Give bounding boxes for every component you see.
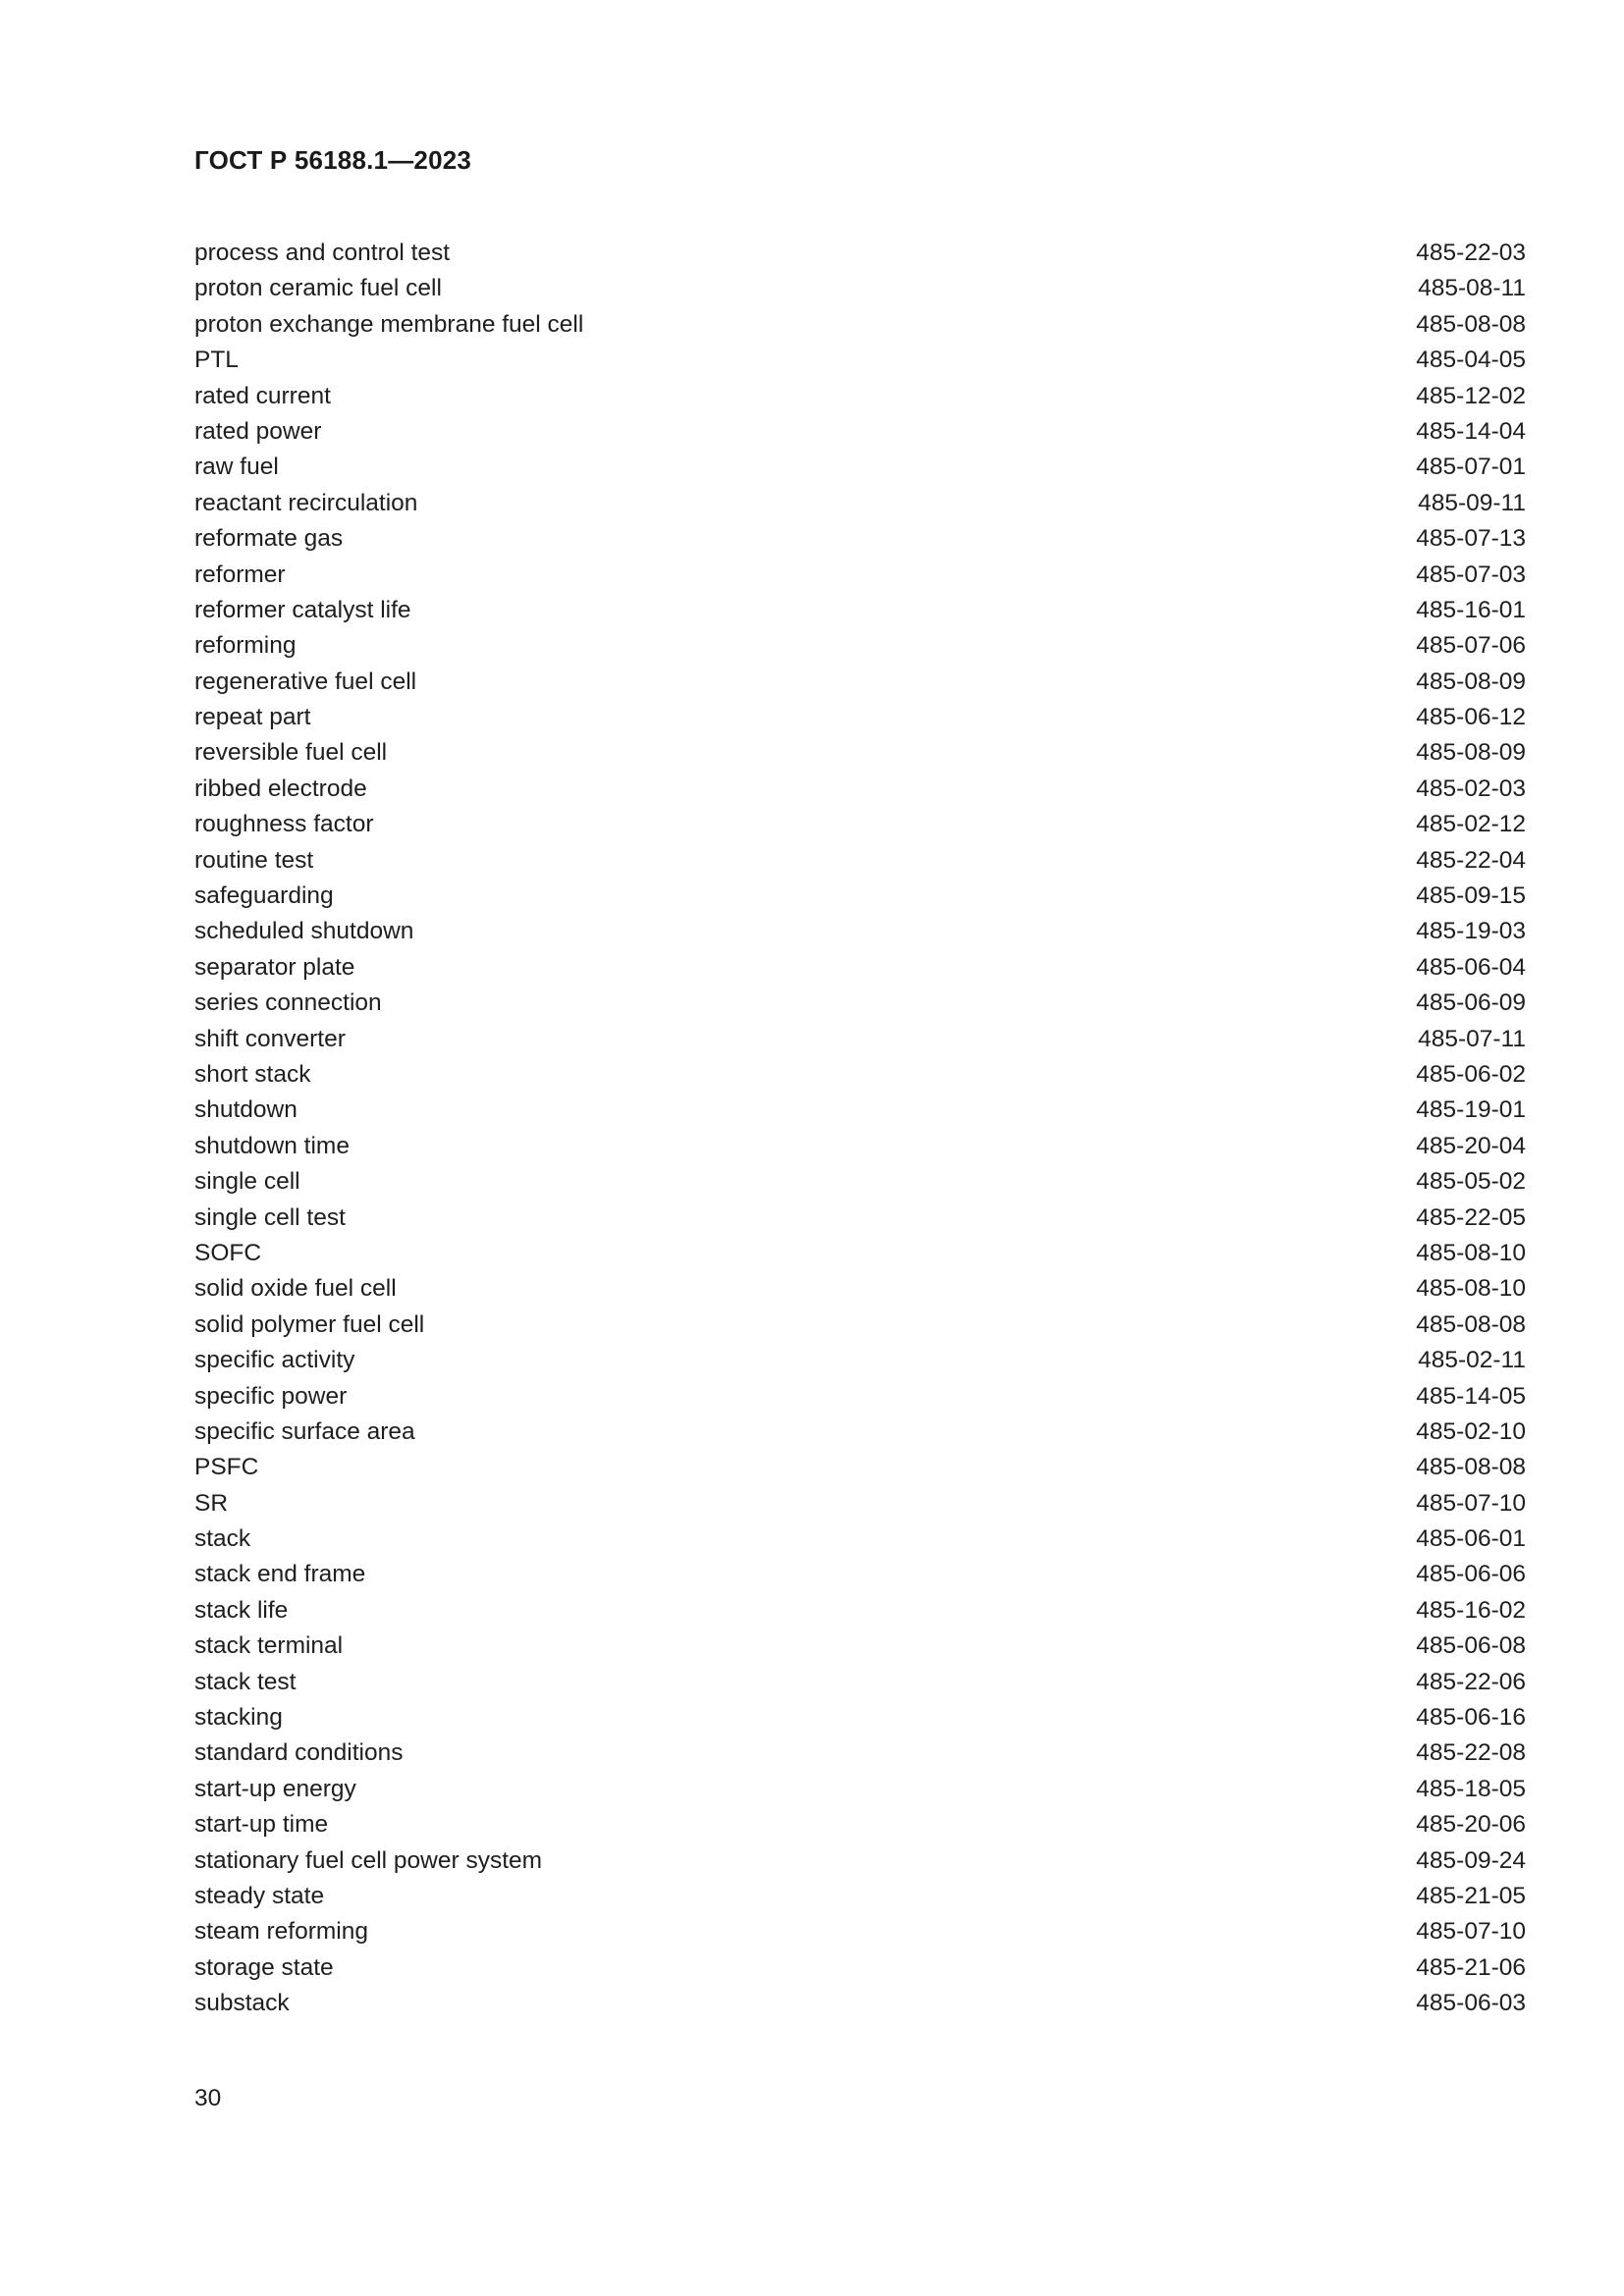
index-term: proton ceramic fuel cell	[194, 275, 442, 302]
index-entry	[194, 1201, 1526, 1236]
index-term: separator plate	[194, 953, 355, 981]
index-code: 485-08-08	[1416, 1454, 1526, 1481]
document-header: ГОСТ Р 56188.1—2023	[194, 145, 472, 175]
index-entry	[194, 1772, 1526, 1807]
index-term: storage state	[194, 1953, 334, 1981]
index-term: stack terminal	[194, 1632, 344, 1660]
index-entry	[194, 450, 1526, 485]
index-code: 485-12-02	[1416, 382, 1526, 409]
index-term: stack life	[194, 1596, 289, 1624]
index-entry	[194, 379, 1526, 414]
index-entry	[194, 772, 1526, 807]
index-code: 485-19-03	[1416, 918, 1526, 945]
index-code: 485-06-03	[1416, 1990, 1526, 2017]
index-term: reformer	[194, 561, 286, 588]
index-code: 485-21-06	[1416, 1953, 1526, 1981]
index-entry	[194, 593, 1526, 628]
index-entry	[194, 521, 1526, 557]
index-code: 485-06-08	[1416, 1632, 1526, 1660]
index-term: rated power	[194, 417, 322, 445]
page-number: 30	[194, 2085, 222, 2111]
index-code: 485-21-05	[1416, 1882, 1526, 1909]
index-entry	[194, 1022, 1526, 1057]
index-term: raw fuel	[194, 454, 279, 481]
index-term: stack end frame	[194, 1561, 366, 1588]
index-entry	[194, 807, 1526, 842]
index-code: 485-22-08	[1416, 1739, 1526, 1767]
index-code: 485-07-13	[1416, 525, 1526, 553]
index-code: 485-06-01	[1416, 1525, 1526, 1553]
index-entry	[194, 1415, 1526, 1450]
index-entry	[194, 307, 1526, 343]
index-code: 485-06-06	[1416, 1561, 1526, 1588]
index-code: 485-07-01	[1416, 454, 1526, 481]
index-code: 485-20-06	[1416, 1811, 1526, 1839]
index-code: 485-02-03	[1416, 774, 1526, 802]
index-term: start-up time	[194, 1811, 329, 1839]
index-entry	[194, 700, 1526, 735]
index-code: 485-22-06	[1416, 1668, 1526, 1695]
index-entry	[194, 1343, 1526, 1378]
index-entry	[194, 1879, 1526, 1914]
index-entry	[194, 628, 1526, 664]
index-code: 485-14-04	[1416, 417, 1526, 445]
index-term: SR	[194, 1489, 229, 1517]
index-entry	[194, 1522, 1526, 1557]
index-code: 485-22-03	[1416, 240, 1526, 266]
index-term: specific power	[194, 1382, 348, 1410]
index-code: 485-06-04	[1416, 953, 1526, 981]
index-code: 485-08-08	[1416, 310, 1526, 338]
index-code: 485-16-01	[1416, 596, 1526, 623]
index-term: standard conditions	[194, 1739, 404, 1767]
index-term: routine test	[194, 846, 314, 874]
index-code: 485-09-11	[1418, 489, 1526, 516]
index-term: scheduled shutdown	[194, 918, 414, 945]
index-entry	[194, 1950, 1526, 1986]
index-term: stationary fuel cell power system	[194, 1846, 543, 1874]
index-entry	[194, 665, 1526, 700]
index-term: ribbed electrode	[194, 774, 367, 802]
index-entry	[194, 1735, 1526, 1771]
index-code: 485-08-09	[1416, 667, 1526, 695]
index-term: reformate gas	[194, 525, 344, 553]
index-code: 485-07-10	[1416, 1918, 1526, 1946]
index-entry	[194, 1629, 1526, 1664]
index-term: specific activity	[194, 1347, 355, 1374]
index-entry	[194, 950, 1526, 986]
index-entry	[194, 1236, 1526, 1271]
index-entry	[194, 271, 1526, 306]
term-index-list	[194, 236, 1526, 2022]
index-entry	[194, 1665, 1526, 1700]
index-term: steady state	[194, 1882, 325, 1909]
index-code: 485-16-02	[1416, 1596, 1526, 1624]
index-code: 485-05-02	[1416, 1168, 1526, 1196]
index-term: reformer catalyst life	[194, 596, 411, 623]
index-code: 485-02-10	[1416, 1417, 1526, 1445]
index-code: 485-06-09	[1416, 989, 1526, 1017]
index-term: short stack	[194, 1060, 311, 1088]
index-entry	[194, 1557, 1526, 1592]
index-term: solid oxide fuel cell	[194, 1275, 397, 1303]
index-term: PTL	[194, 347, 239, 374]
index-term: stack	[194, 1525, 251, 1553]
index-term: roughness factor	[194, 811, 374, 838]
index-term: process and control test	[194, 240, 451, 266]
index-entry	[194, 1308, 1526, 1343]
index-term: shutdown	[194, 1096, 298, 1124]
index-code: 485-07-03	[1416, 561, 1526, 588]
index-code: 485-06-02	[1416, 1060, 1526, 1088]
index-code: 485-06-12	[1416, 704, 1526, 731]
index-entry	[194, 843, 1526, 879]
index-entry	[194, 1593, 1526, 1629]
index-term: shift converter	[194, 1025, 346, 1052]
index-code: 485-04-05	[1416, 347, 1526, 374]
index-code: 485-08-10	[1416, 1239, 1526, 1266]
index-code: 485-19-01	[1416, 1096, 1526, 1124]
index-code: 485-07-10	[1416, 1489, 1526, 1517]
index-term: start-up energy	[194, 1775, 356, 1802]
index-entry	[194, 1057, 1526, 1093]
index-term: stacking	[194, 1704, 283, 1732]
index-entry	[194, 486, 1526, 521]
index-code: 485-08-08	[1416, 1310, 1526, 1338]
index-code: 485-22-05	[1416, 1203, 1526, 1231]
index-code: 485-07-11	[1418, 1025, 1526, 1052]
index-entry	[194, 1164, 1526, 1200]
index-entry	[194, 1914, 1526, 1949]
index-term: SOFC	[194, 1239, 262, 1266]
index-term: single cell	[194, 1168, 300, 1196]
index-entry	[194, 236, 1526, 271]
index-entry	[194, 1486, 1526, 1522]
index-entry	[194, 1450, 1526, 1485]
index-entry	[194, 1379, 1526, 1415]
index-entry	[194, 1093, 1526, 1128]
index-code: 485-20-04	[1416, 1132, 1526, 1159]
index-term: substack	[194, 1990, 290, 2017]
index-code: 485-22-04	[1416, 846, 1526, 874]
index-term: reactant recirculation	[194, 489, 418, 516]
index-term: PSFC	[194, 1454, 259, 1481]
index-term: steam reforming	[194, 1918, 369, 1946]
index-entry	[194, 735, 1526, 771]
index-code: 485-08-09	[1416, 739, 1526, 767]
index-code: 485-02-11	[1418, 1347, 1526, 1374]
index-entry	[194, 914, 1526, 949]
index-term: series connection	[194, 989, 382, 1017]
index-entry	[194, 343, 1526, 378]
index-entry	[194, 1129, 1526, 1164]
index-code: 485-08-10	[1416, 1275, 1526, 1303]
index-entry	[194, 986, 1526, 1021]
index-code: 485-09-24	[1416, 1846, 1526, 1874]
index-term: solid polymer fuel cell	[194, 1310, 425, 1338]
index-entry	[194, 558, 1526, 593]
index-term: safeguarding	[194, 882, 334, 910]
index-code: 485-09-15	[1416, 882, 1526, 910]
index-term: reforming	[194, 632, 297, 660]
index-term: single cell test	[194, 1203, 346, 1231]
index-term: shutdown time	[194, 1132, 350, 1159]
index-entry	[194, 1807, 1526, 1842]
index-entry	[194, 1700, 1526, 1735]
index-term: reversible fuel cell	[194, 739, 388, 767]
index-entry	[194, 1986, 1526, 2021]
index-term: stack test	[194, 1668, 297, 1695]
index-entry	[194, 1843, 1526, 1879]
index-code: 485-08-11	[1418, 275, 1526, 302]
index-term: repeat part	[194, 704, 311, 731]
index-term: regenerative fuel cell	[194, 667, 417, 695]
index-term: proton exchange membrane fuel cell	[194, 310, 584, 338]
index-code: 485-06-16	[1416, 1704, 1526, 1732]
index-code: 485-14-05	[1416, 1382, 1526, 1410]
index-entry	[194, 879, 1526, 914]
index-entry	[194, 1271, 1526, 1307]
index-term: specific surface area	[194, 1417, 415, 1445]
index-entry	[194, 414, 1526, 450]
index-code: 485-02-12	[1416, 811, 1526, 838]
index-code: 485-18-05	[1416, 1775, 1526, 1802]
index-code: 485-07-06	[1416, 632, 1526, 660]
index-term: rated current	[194, 382, 331, 409]
